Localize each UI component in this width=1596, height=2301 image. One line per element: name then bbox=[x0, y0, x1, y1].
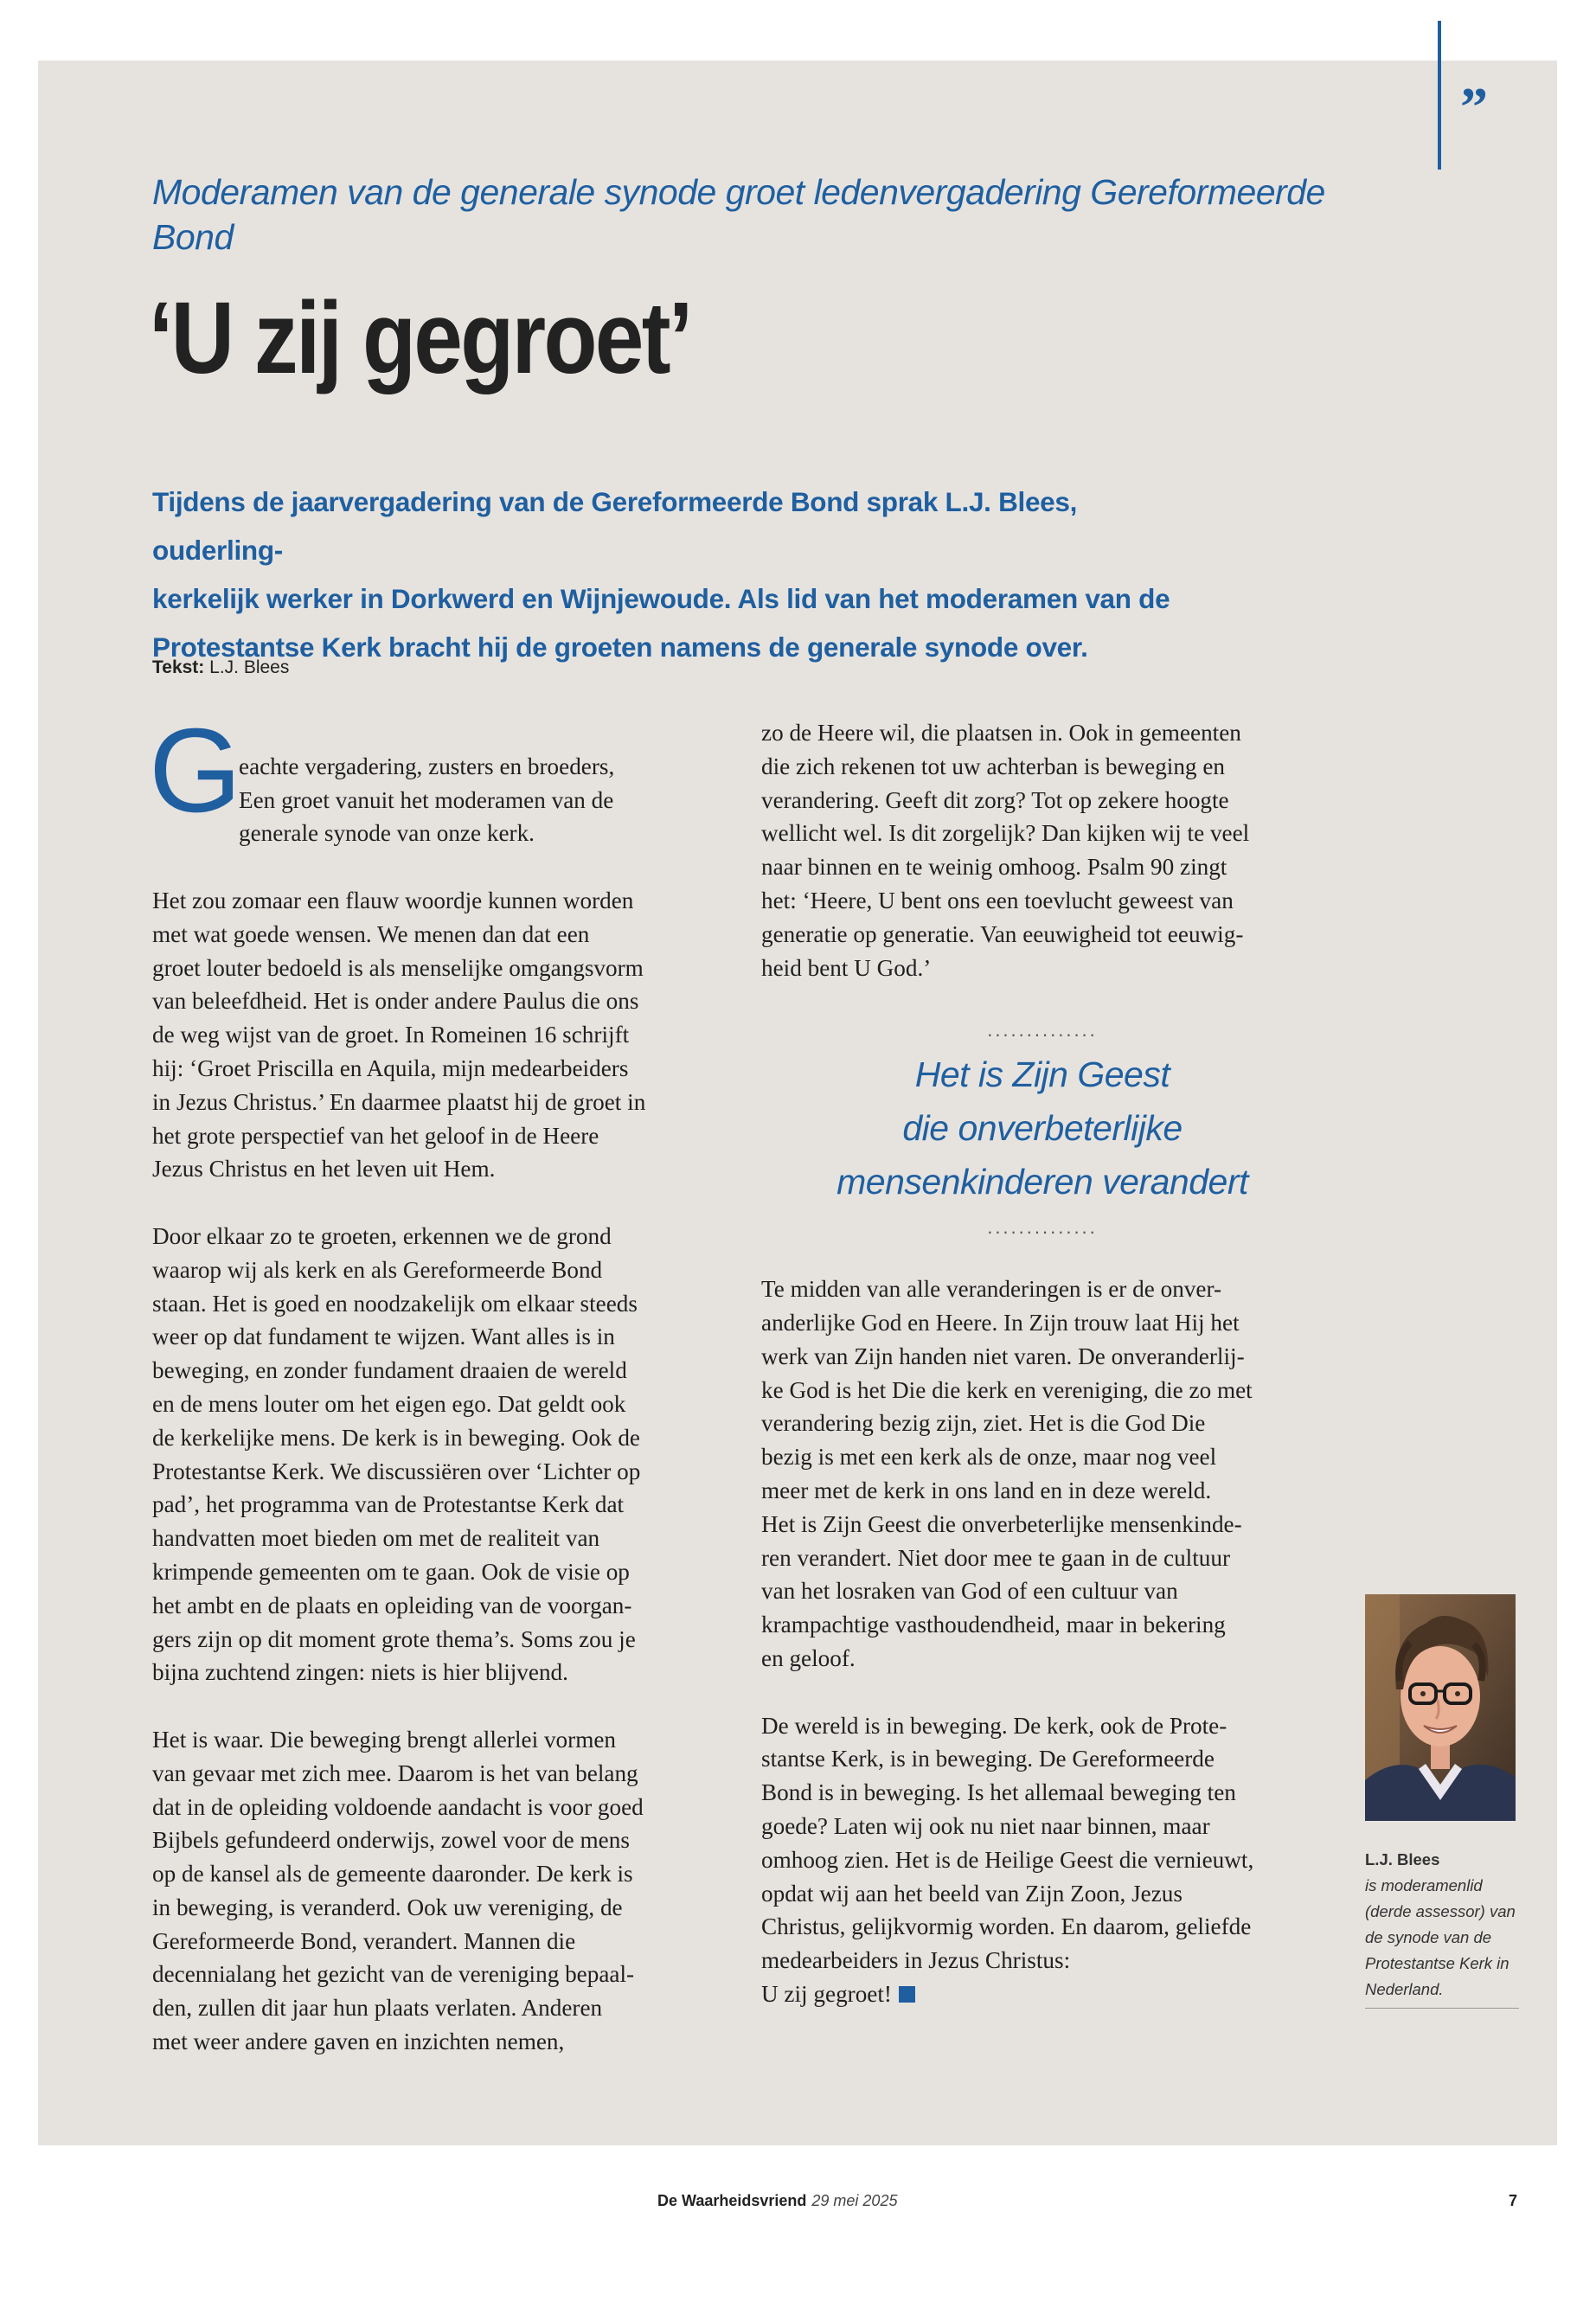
opening-paragraph bbox=[149, 704, 715, 850]
pull-quote bbox=[761, 1018, 1324, 1240]
quote-rule bbox=[1438, 21, 1441, 170]
article-title: ‘U zij gegroet’ bbox=[149, 281, 691, 395]
body-paragraph: Het is waar. Die beweging brengt allerlei vormen van gevaar met zich mee. Daarom is het van belang dat in de opleiding voldoende aandacht is voor goed Bijbels gefundeerd onderwijs, zowel voor de mens op de kansel als de gemeente daaronder. De kerk is in beweging, is veranderd. Ook uw vereniging, de Gereformeerde Bond, verandert. Mannen die decennialang het gezicht van de vereniging bepaal- den, zullen dit jaar hun plaats verlaten. Anderen met weer andere gaven en inzichten nemen, bbox=[152, 1726, 644, 2055]
body-paragraph: zo de Heere wil, die plaatsen in. Ook in gemeenten die zich rekenen tot uw achterban is beweging en verandering. Geeft dit zorg? Tot op zekere hoogte wellicht wel. Is dit zorgelijk? Dan kijken wij te veel naar binnen en te weinig omhoog. Psalm 90 zingt het: ‘Heere, U bent ons een toevlucht geweest van generatie op generatie. Van eeuwigheid tot eeuwig- heid bent U God.’ bbox=[761, 720, 1250, 981]
article-kicker: Moderamen van de generale synode groet ledenvergadering Gereformeerde Bond bbox=[152, 172, 1325, 257]
closing-text: De wereld is in beweging. De kerk, ook de Prote- stantse Kerk, is in beweging. De Gereformeerde Bond is in beweging. Is het allemaal beweging ten goede? Laten wij ook nu niet naar binnen, maar omhoog zien. Het is de Heilige Geest die vernieuwt, opdat wij aan het beeld van Zijn Zoon, Jezus Christus, gelijkvormig worden. En daarom, geliefde medearbeiders in Jezus Christus: U zij gegroet! bbox=[761, 1712, 1254, 2007]
body-paragraph: Te midden van alle veranderingen is er de onver- anderlijke God en Heere. In Zijn trouw laat Hij het werk van Zijn handen niet varen. De onveranderlij- ke God is het Die die kerk en vereniging, die zo met verandering bezig zijn, ziet. Het is die God Die bezig is met een kerk als de onze, maar nog veel meer met de kerk in ons land en in deze wereld. Het is Zijn Geest die onverbeterlijke mensenkinde- ren verandert. Niet door mee te gaan in de cultuur van het losraken van God of een cultuur van krampachtige vasthoudendheid, maar in bekering en geloof. bbox=[761, 1276, 1253, 1671]
text-column-1 bbox=[149, 704, 715, 2093]
text-column-2 bbox=[761, 716, 1324, 2045]
caption-name: L.J. Blees bbox=[1365, 1850, 1440, 1868]
credit-label: Tekst: bbox=[152, 657, 205, 677]
pull-quote-bottom-rule: .............. bbox=[987, 1216, 1098, 1239]
footer-publication bbox=[657, 2192, 897, 2210]
caption-role: is moderamenlid (derde assessor) van de synode van de Protestantse Kerk in Nederland. bbox=[1365, 1876, 1516, 1998]
article-lead bbox=[152, 478, 1190, 671]
quote-mark-icon: ” bbox=[1460, 76, 1488, 138]
publication-name: De Waarheidsvriend bbox=[657, 2192, 807, 2209]
closing-paragraph bbox=[761, 1709, 1324, 2011]
lead-text: Tijdens de jaarvergadering van de Gereformeerde Bond sprak L.J. Blees, ouderling- kerkelijk werker in Dorkwerd en Wijnjewoude. Als lid van het moderamen van de Protestantse Kerk bracht hij de groeten namens de generale synode over. bbox=[152, 486, 1170, 663]
end-mark-icon bbox=[899, 1986, 915, 2003]
photo-caption bbox=[1365, 1847, 1519, 2009]
author-portrait bbox=[1365, 1594, 1516, 1821]
page-number: 7 bbox=[1509, 2192, 1518, 2209]
opening-text: eachte vergadering, zusters en broeders, Een groet vanuit het moderamen van de generale synode van onze kerk. bbox=[239, 753, 615, 847]
body-paragraph: Het zou zomaar een flauw woordje kunnen worden met wat goede wensen. We menen dan dat een groet louter bedoeld is als menselijke omgangsvorm van beleefdheid. Het is onder andere Paulus die ons de weg wijst van de groet. In Romeinen 16 schrijft hij: ‘Groet Priscilla en Aquila, mijn medearbeiders in Jezus Christus.’ En daarmee plaatst hij de groet in het grote perspectief van het geloof in de Heere Jezus Christus en het leven uit Hem. bbox=[152, 887, 646, 1183]
author-credit bbox=[152, 655, 289, 681]
drop-cap: G bbox=[149, 704, 242, 837]
credit-author: L.J. Blees bbox=[209, 657, 290, 677]
pull-quote-top-rule: .............. bbox=[987, 1019, 1098, 1042]
publication-date: 29 mei 2025 bbox=[811, 2192, 898, 2209]
pull-quote-text: Het is Zijn Geest die onverbeterlijke mensenkinderen verandert bbox=[836, 1054, 1248, 1202]
body-paragraph: Door elkaar zo te groeten, erkennen we de grond waarop wij als kerk en als Gereformeerde Bond staan. Het is goed en noodzakelijk om elkaar steeds weer op dat fundament te wijzen. Want alles is in beweging, en zonder fundament draaien de wereld en de mens louter om het eigen ego. Dat geldt ook de kerkelijke mens. De kerk is in beweging. Ook de Protestantse Kerk. We discussiëren over ‘Lichter op pad’, het programma van de Protestantse Kerk dat handvatten moet bieden om met de realiteit van krimpende gemeenten om te gaan. Ook de visie op het ambt en de plaats en opleiding van de voorgan- gers zijn op dit moment grote thema’s. Soms zou je bijna zuchtend zingen: niets is hier blijvend. bbox=[152, 1222, 641, 1686]
